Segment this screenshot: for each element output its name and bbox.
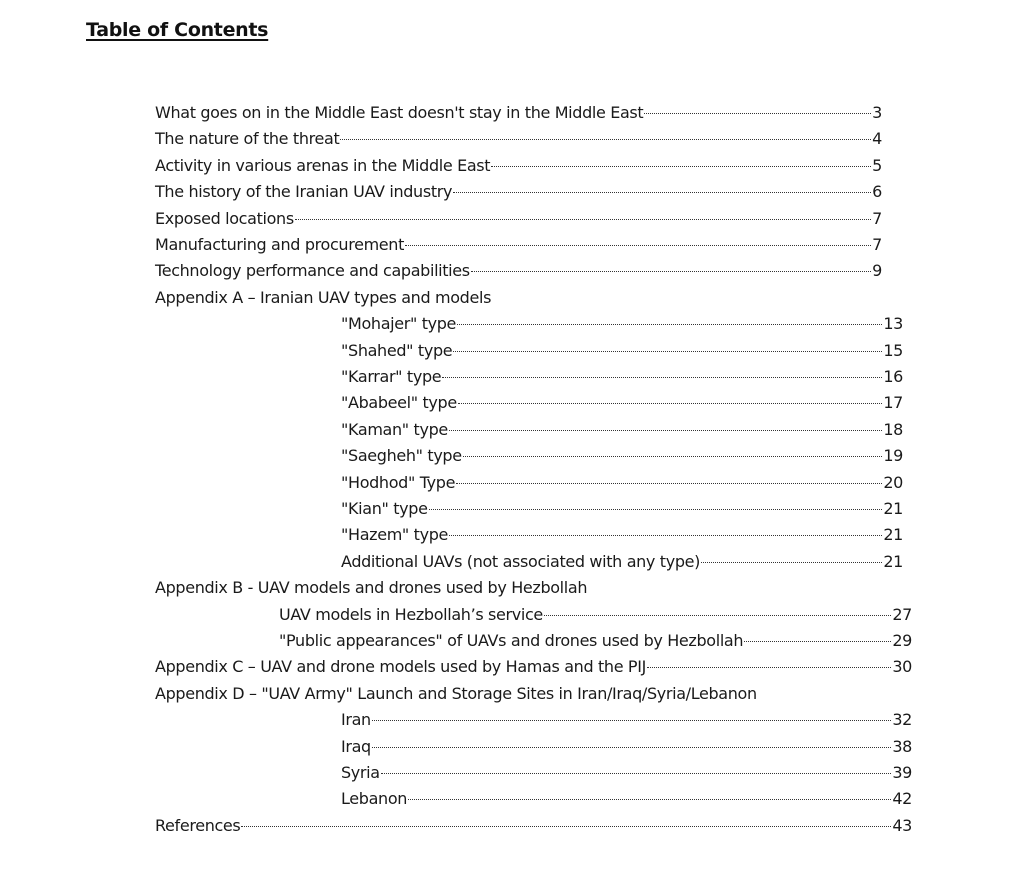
toc-page-number: 5 <box>872 155 882 175</box>
dot-leader <box>701 562 882 563</box>
toc-entry[interactable] <box>341 786 912 812</box>
toc-entry[interactable] <box>155 258 882 284</box>
toc-entry-label: The history of the Iranian UAV industry <box>155 182 453 202</box>
dot-leader <box>744 641 891 642</box>
toc-entry-label: Manufacturing and procurement <box>155 235 405 254</box>
page-title: Table of Contents <box>86 19 269 41</box>
dot-leader <box>408 799 891 800</box>
toc-entry-label: Exposed locations <box>155 208 294 228</box>
toc-page-number: 7 <box>872 235 882 254</box>
toc-entry-label: "Ababeel" type <box>341 393 457 413</box>
toc-page-number: 30 <box>892 657 912 677</box>
toc-page-number: 27 <box>892 604 912 624</box>
dot-leader <box>453 351 882 352</box>
toc-entry[interactable] <box>155 813 912 839</box>
toc-page-number: 32 <box>892 710 912 730</box>
dot-leader <box>471 271 871 272</box>
toc-entry[interactable] <box>279 628 912 654</box>
toc-entry[interactable] <box>341 522 903 548</box>
toc-page-number: 3 <box>872 103 882 122</box>
toc-entry-label: The nature of the threat <box>155 129 340 149</box>
toc-entry[interactable] <box>341 311 903 337</box>
dot-leader <box>241 826 891 827</box>
dot-leader <box>381 773 892 774</box>
toc-entry[interactable] <box>341 496 903 522</box>
toc-page-number: 4 <box>872 129 882 149</box>
toc-entry-label: "Hazem" type <box>341 525 449 545</box>
toc-page-number: 38 <box>892 736 912 756</box>
dot-leader <box>372 747 891 748</box>
toc-page-number: 7 <box>872 208 882 228</box>
toc-entry[interactable] <box>341 549 903 575</box>
toc-entry[interactable] <box>155 206 882 232</box>
toc-entry[interactable] <box>341 707 912 733</box>
toc-page-number: 21 <box>883 525 903 545</box>
dot-leader <box>453 192 871 193</box>
toc-entry-label: What goes on in the Middle East doesn't stay in the Middle East <box>155 103 644 122</box>
dot-leader <box>449 535 882 536</box>
toc-entry-label: "Kaman" type <box>341 419 448 439</box>
toc-entry-label: UAV models in Hezbollah’s service <box>279 604 543 624</box>
toc-entry[interactable] <box>341 734 912 760</box>
toc-entry-label: "Saegheh" type <box>341 446 462 466</box>
toc-page-number: 39 <box>892 763 912 782</box>
dot-leader <box>644 113 871 114</box>
toc-entry-label: Syria <box>341 763 380 782</box>
toc-entry[interactable] <box>341 364 903 390</box>
dot-leader <box>372 720 891 721</box>
toc-entry-label: "Mohajer" type <box>341 314 457 334</box>
toc-entry[interactable] <box>155 681 757 707</box>
toc-entry-label: Technology performance and capabilities <box>155 261 470 281</box>
toc-page-number: 16 <box>883 367 903 386</box>
toc-page-number: 42 <box>892 789 912 809</box>
dot-leader <box>442 377 882 378</box>
toc-entry-label: Iraq <box>341 736 371 756</box>
toc-entry[interactable] <box>341 443 903 469</box>
toc-entry[interactable] <box>155 153 882 179</box>
dot-leader <box>295 219 871 220</box>
dot-leader <box>449 430 882 431</box>
toc-entry[interactable] <box>155 100 882 126</box>
toc-entry-label: Activity in various arenas in the Middle East <box>155 155 491 175</box>
toc-entry-label: "Hodhod" Type <box>341 472 456 492</box>
toc-entry[interactable] <box>341 417 903 443</box>
toc-page-number: 43 <box>892 815 912 835</box>
toc-page-number: 13 <box>883 314 903 334</box>
toc-page-number: 18 <box>883 419 903 439</box>
toc-entry-label: References <box>155 815 241 835</box>
toc-page-number: 6 <box>872 182 882 202</box>
toc-entry[interactable] <box>155 654 912 680</box>
toc-entry[interactable] <box>155 126 882 152</box>
toc-entry-label: "Shahed" type <box>341 340 453 360</box>
toc-entry-label: Appendix C – UAV and drone models used by Hamas and the PIJ <box>155 657 646 677</box>
dot-leader <box>544 615 891 616</box>
toc-page-number: 15 <box>883 340 903 360</box>
toc-entry[interactable] <box>341 390 903 416</box>
dot-leader <box>463 456 883 457</box>
toc-entry-label: Appendix D – "UAV Army" Launch and Storage Sites in Iran/Iraq/Syria/Lebanon <box>155 683 757 703</box>
toc-entry-label: Appendix A – Iranian UAV types and models <box>155 287 492 307</box>
dot-leader <box>491 166 871 167</box>
toc-entry-label: Lebanon <box>341 789 408 809</box>
dot-leader <box>340 139 871 140</box>
toc-entry[interactable] <box>341 338 903 364</box>
toc-entry[interactable] <box>341 760 912 786</box>
toc-page-number: 21 <box>883 551 903 571</box>
dot-leader <box>429 509 883 510</box>
toc-entry[interactable] <box>279 602 912 628</box>
dot-leader <box>405 245 871 246</box>
toc-entry-label: Iran <box>341 710 371 730</box>
dot-leader <box>457 324 882 325</box>
toc-entry-label: Appendix B - UAV models and drones used by Hezbollah <box>155 578 588 598</box>
toc-entry-label: "Kian" type <box>341 499 428 518</box>
toc-entry[interactable] <box>155 285 491 311</box>
dot-leader <box>456 483 882 484</box>
toc-entry[interactable] <box>155 575 587 601</box>
toc-entry[interactable] <box>155 232 882 258</box>
toc-page-number: 19 <box>883 446 903 466</box>
toc-page-number: 29 <box>892 631 912 650</box>
dot-leader <box>458 403 882 404</box>
toc-page-number: 9 <box>872 261 882 281</box>
toc-page-number: 17 <box>883 393 903 413</box>
toc-entry[interactable] <box>155 179 882 205</box>
toc-entry-label: Additional UAVs (not associated with any type) <box>341 551 701 571</box>
toc-page-number: 20 <box>883 472 903 492</box>
toc-entry-label: "Karrar" type <box>341 367 442 386</box>
toc-entry-label: "Public appearances" of UAVs and drones used by Hezbollah <box>279 631 744 650</box>
dot-leader <box>647 667 891 668</box>
toc-page-number: 21 <box>883 499 903 518</box>
toc-entry[interactable] <box>341 470 903 496</box>
